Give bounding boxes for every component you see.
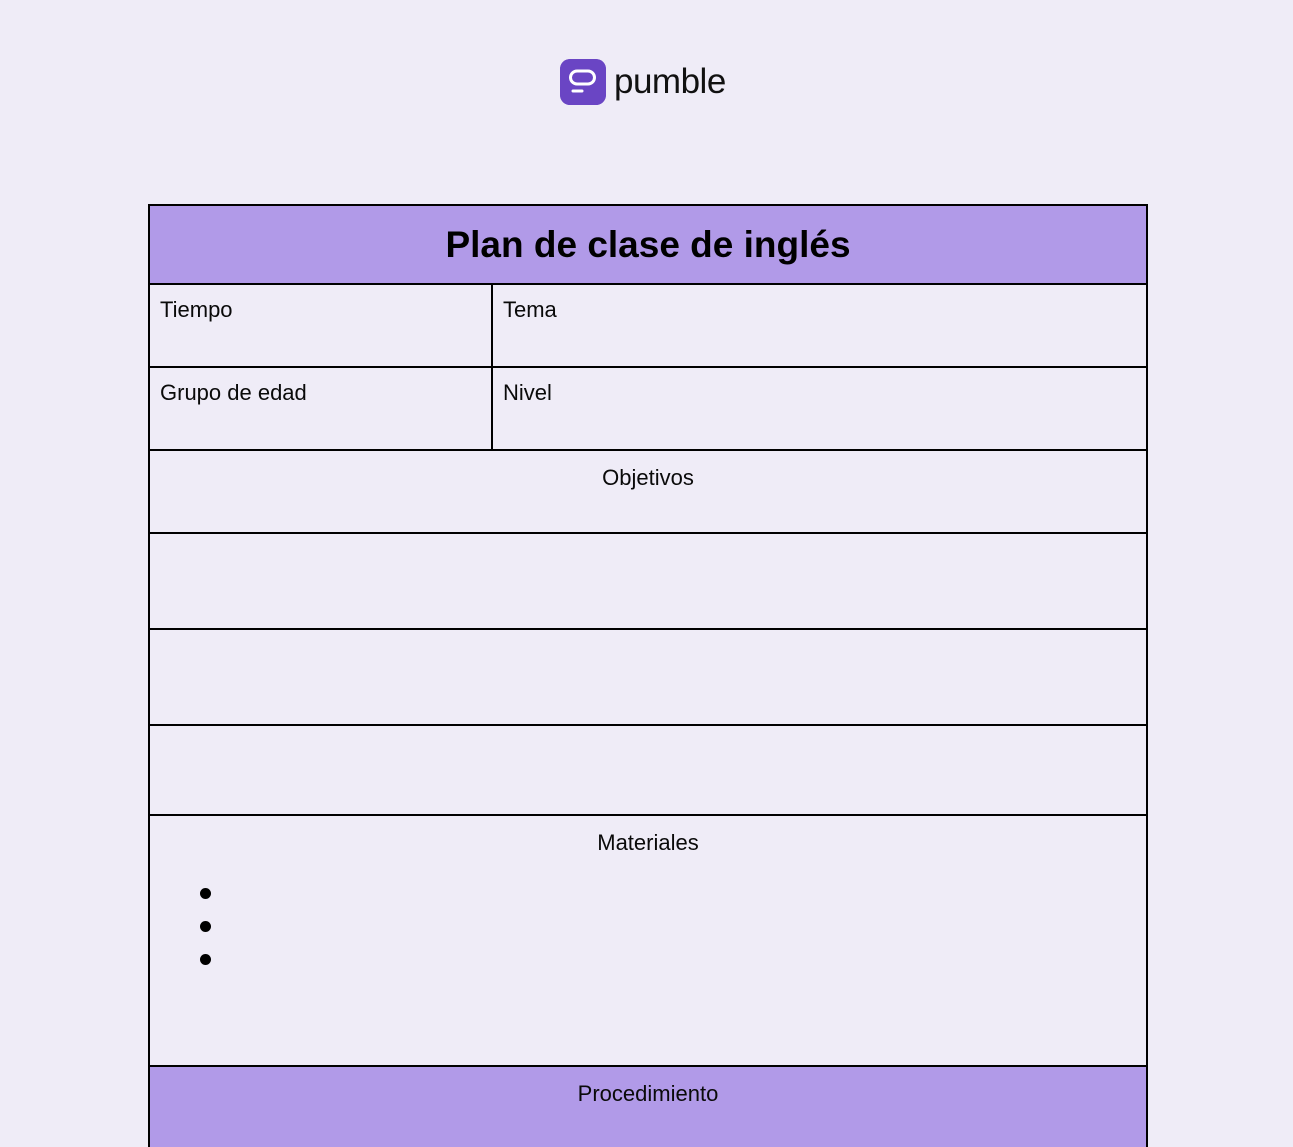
objective-row-2[interactable] — [150, 630, 1146, 726]
pumble-logo — [560, 58, 726, 106]
materials-bullet-3[interactable] — [200, 954, 211, 965]
level-cell[interactable] — [493, 368, 1146, 449]
materials-bullet-2[interactable] — [200, 921, 211, 932]
objective-row-3[interactable] — [150, 726, 1146, 816]
time-cell[interactable] — [150, 285, 493, 366]
age-level-row — [150, 368, 1146, 451]
document-title: Plan de clase de inglés — [445, 223, 851, 265]
time-label: Tiempo — [160, 297, 233, 322]
lesson-plan-table — [148, 204, 1148, 1147]
objective-row-1[interactable] — [150, 534, 1146, 630]
procedure-header-row — [150, 1067, 1146, 1147]
materials-label: Materiales — [597, 830, 699, 855]
materials-list — [200, 888, 211, 987]
topic-cell[interactable] — [493, 285, 1146, 366]
title-row — [150, 206, 1146, 285]
level-label: Nivel — [503, 380, 552, 405]
objectives-label: Objetivos — [602, 465, 694, 490]
age-group-label: Grupo de edad — [160, 380, 307, 405]
procedure-label: Procedimiento — [577, 1081, 719, 1106]
topic-label: Tema — [503, 297, 557, 322]
materials-bullet-1[interactable] — [200, 888, 211, 899]
time-topic-row — [150, 285, 1146, 368]
brand-name: pumble — [614, 62, 726, 101]
materials-row — [150, 816, 1146, 1067]
pumble-logo-icon — [560, 59, 606, 105]
age-group-cell[interactable] — [150, 368, 493, 449]
objectives-header-row — [150, 451, 1146, 534]
